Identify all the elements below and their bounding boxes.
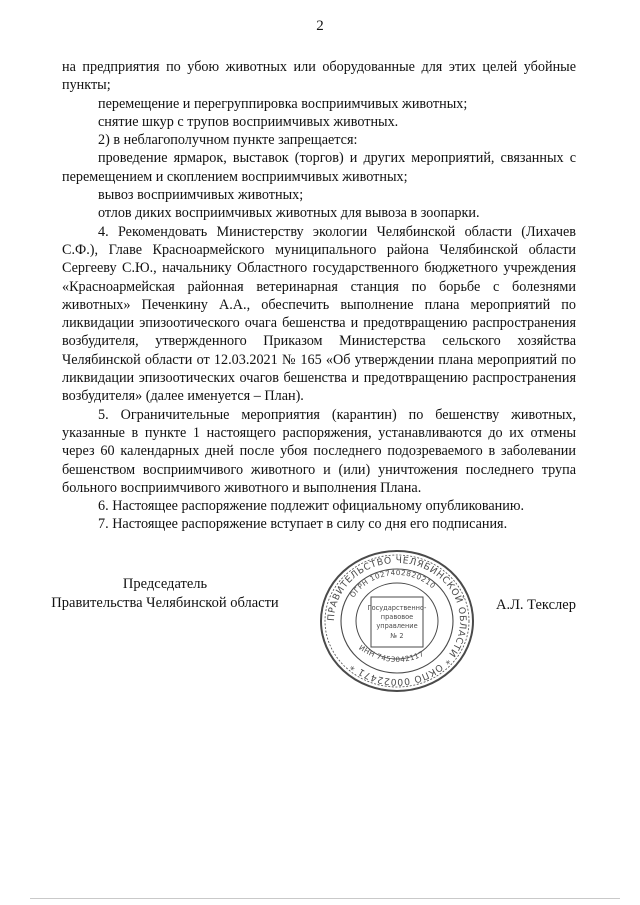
document-body [62,58,576,534]
seal-center-line1: Государственно- [367,604,427,612]
signatory-position-line2: Правительства Челябинской области [51,595,279,611]
paragraph: 4. Рекомендовать Министерству экологии Челябинской области (Лихачев С.Ф.), Главе Красноармейского муниципального района Челябинской области Сергееву С.Ю., начальнику Областного государственного бюджетного учреждения «Красноармейская районная ветеринарная станция по борьбе с болезнями животных» Печенкину А.А., обеспечить выполнение плана мероприятий по ликвидации эпизоотического очага бешенства и предотвращению распространения возбудителя, утвержденного Приказом Министерства сельского хозяйства Челябинской области от 12.03.2021 № 165 «Об утверждении плана мероприятий по ликвидации эпизоотических очагов бешенства и предотвращению распространения возбудителя» (далее именуется – План). [62,223,576,405]
page-number: 2 [316,18,324,34]
svg-text:ИНН 7453042117 [357,643,425,664]
seal-center-line3: управление [376,622,418,630]
paragraph: 7. Настоящее распоряжение вступает в силу со дня его подписания. [98,516,508,533]
paragraph: снятие шкур с трупов восприимчивых животных. [98,113,399,130]
seal-center-line4: № 2 [390,632,404,640]
paragraph: проведение ярмарок, выставок (торгов) и других мероприятий, связанных с перемещением и скоплением восприимчивых животных; [62,150,576,185]
paragraph: 2) в неблагополучном пункте запрещается: [98,132,358,149]
signatory-name: А.Л. Текслер [496,597,576,613]
paragraph: 5. Ограничительные мероприятия (карантин) по бешенству животных, указанные в пункте 1 настоящего распоряжения, устанавливаются до их отмены через 60 календарных дней после убоя последнего подозреваемого в заболевании бешенством восприимчивого животного и (или) уничтожения последнего трупа больного восприимчивого животного и выполнения Плана. [62,406,576,496]
signatory-position-line1: Председатель [122,576,208,592]
paragraph: на предприятия по убою животных или оборудованные для этих целей убойные пункты; [62,59,576,94]
seal-ogrn-text: ОГРН 1027402820210 [347,567,438,600]
signatory-position [30,575,300,613]
seal-center-line2: правовое [380,613,414,621]
official-seal [318,548,476,694]
paragraph: отлов диких восприимчивых животных для вывоза в зоопарки. [98,205,480,222]
paragraph: перемещение и перегруппировка восприимчивых животных; [98,95,468,112]
paragraph: вывоз восприимчивых животных; [98,187,304,204]
page-bottom-rule [30,898,620,899]
seal-inn-text: ИНН 7453042117 [357,642,426,665]
paragraph: 6. Настоящее распоряжение подлежит официальному опубликованию. [98,498,525,515]
seal-outer-text: ПРАВИТЕЛЬСТВО ЧЕЛЯБИНСКОЙ ОБЛАСТИ * ОКПО 00022471 * [325,554,469,688]
